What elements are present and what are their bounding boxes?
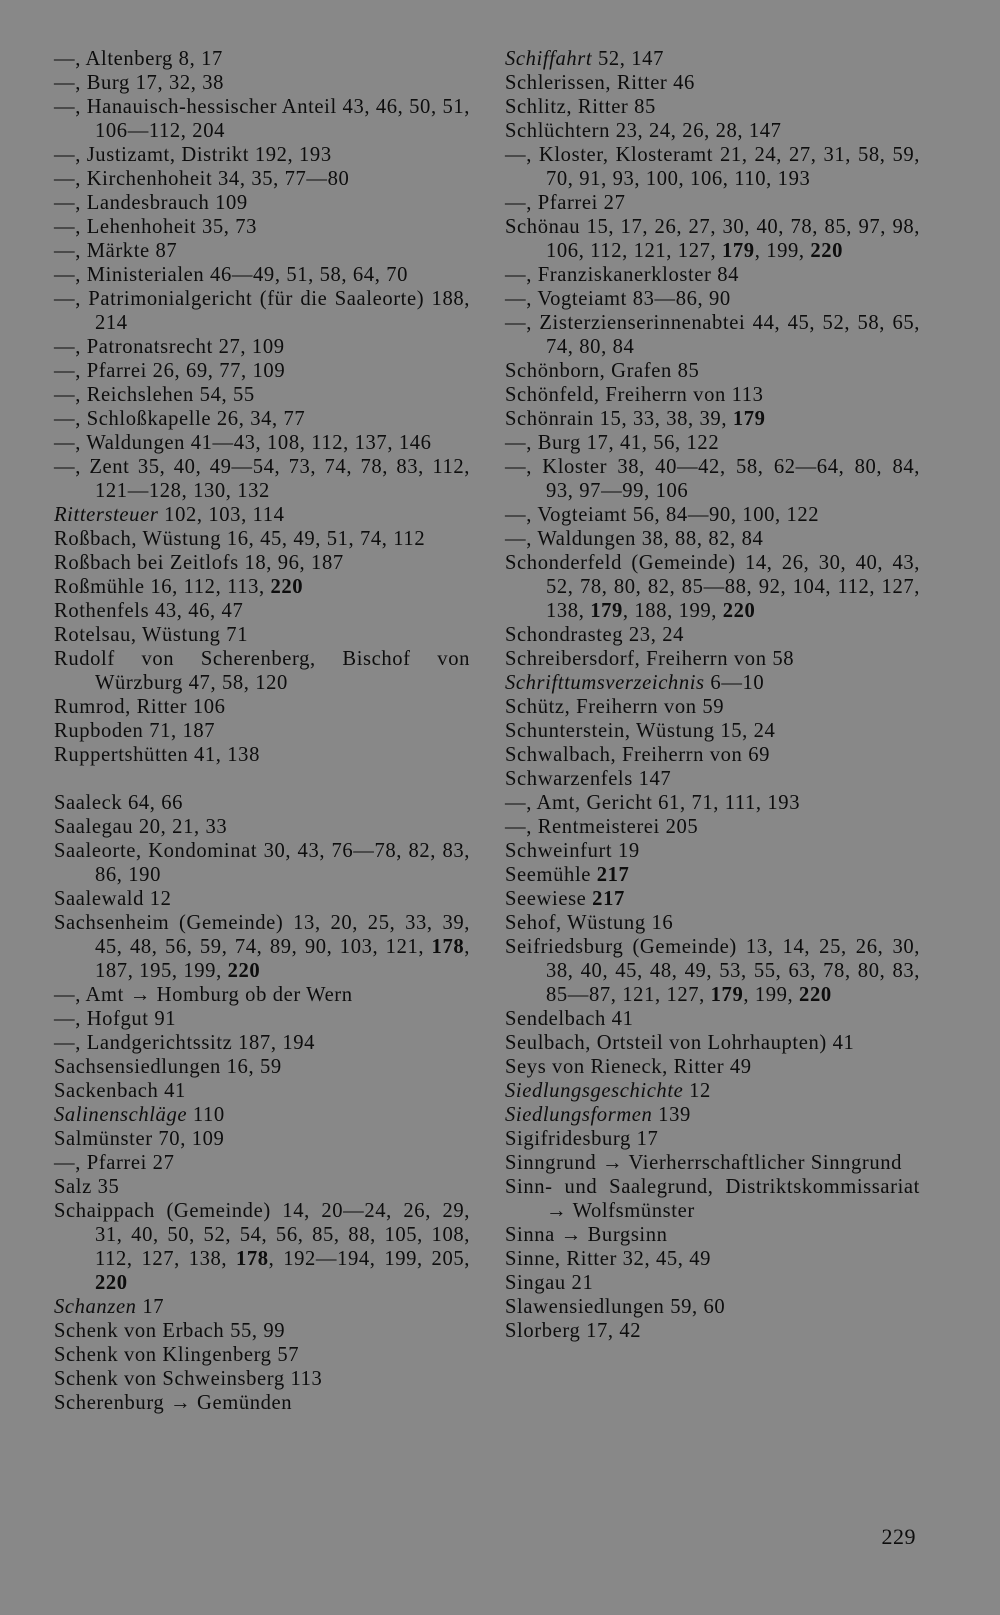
index-entry [505, 383, 920, 407]
index-entry [54, 191, 470, 215]
index-entry-text: —, Rentmeisterei 205 [505, 816, 699, 838]
index-entry-text: —, Kirchenhoheit 34, 35, 77—80 [54, 168, 350, 190]
index-entry [505, 311, 920, 359]
index-entry-text: Sachsenheim (Gemeinde) 13, 20, 25, 33, 39, 45, 48, 56, 59, 74, 89, 90, 103, 121, [54, 912, 470, 958]
index-entry-text: Saalegau 20, 21, 33 [54, 816, 228, 838]
index-entry [54, 455, 470, 503]
index-entry [505, 527, 920, 551]
index-entry [505, 191, 920, 215]
index-entry-text: Sinn- und Saalegrund, Distriktskommissariat → Wolfsmünster [505, 1176, 920, 1222]
index-entry-text: Salz 35 [54, 1176, 120, 1198]
index-entry [54, 71, 470, 95]
index-entry [505, 863, 920, 887]
index-entry [54, 1031, 470, 1055]
index-entry-text: —, Zisterzienserinnenabtei 44, 45, 52, 58, 65, 74, 80, 84 [505, 312, 920, 358]
index-entry-bold-ref: 179 [590, 600, 623, 622]
index-entry-text: —, Justizamt, Distrikt 192, 193 [54, 144, 332, 166]
index-entry [505, 719, 920, 743]
index-entry [54, 719, 470, 743]
index-entry [54, 1055, 470, 1079]
index-entry-italic-term: Salinenschläge [54, 1104, 188, 1126]
index-entry [54, 527, 470, 551]
index-entry-text: 12 [683, 1080, 711, 1102]
index-entry-text: —, Pfarrei 26, 69, 77, 109 [54, 360, 286, 382]
index-entry-text: Schlüchtern 23, 24, 26, 28, 147 [505, 120, 782, 142]
index-entry-text: Schlerissen, Ritter 46 [505, 72, 695, 94]
index-entry [505, 887, 920, 911]
index-entry-text: Roßmühle 16, 112, 113, [54, 576, 271, 598]
index-entry [54, 335, 470, 359]
index-entry-italic-term: Schanzen [54, 1296, 137, 1318]
index-entry [54, 1151, 470, 1175]
index-entry [54, 287, 470, 335]
index-entry-text: Sinna → Burgsinn [505, 1224, 668, 1246]
index-entry [54, 359, 470, 383]
index-entry-text: Roßbach, Wüstung 16, 45, 49, 51, 74, 112 [54, 528, 426, 550]
index-entry-italic-term: Siedlungsgeschichte [505, 1080, 684, 1102]
index-entry-text: Schlitz, Ritter 85 [505, 96, 656, 118]
index-entry-text: Schreibersdorf, Freiherrn von 58 [505, 648, 795, 670]
index-entry [505, 1103, 920, 1127]
index-entry [54, 1319, 470, 1343]
index-entry [54, 839, 470, 887]
index-entry-text: —, Vogteiamt 56, 84—90, 100, 122 [505, 504, 820, 526]
index-entry [505, 215, 920, 263]
index-entry [505, 1319, 920, 1343]
index-entry-text: Schönau 15, 17, 26, 27, 30, 40, 78, 85, 97, 98, 106, 112, 121, 127, [505, 216, 920, 262]
index-entry-text: —, Waldungen 41—43, 108, 112, 137, 146 [54, 432, 432, 454]
index-entry [54, 695, 470, 719]
index-entry [505, 1271, 920, 1295]
index-entry [505, 1079, 920, 1103]
index-entry [505, 1151, 920, 1175]
index-entry [54, 743, 470, 767]
index-entry [54, 815, 470, 839]
index-entry [505, 1007, 920, 1031]
index-entry [505, 1175, 920, 1223]
index-entry [505, 1223, 920, 1247]
index-entry-bold-ref: 178 [431, 936, 465, 958]
index-entry [505, 743, 920, 767]
index-entry-text: Sackenbach 41 [54, 1080, 186, 1102]
index-entry-text: Schönrain 15, 33, 38, 39, [505, 408, 733, 430]
index-entry-text: Schonderfeld (Gemeinde) 14, 26, 30, 40, 43, 52, 78, 80, 82, 85—88, 92, 104, 112, 127, 138, [505, 552, 920, 622]
index-entry [54, 1295, 470, 1319]
index-entry [54, 263, 470, 287]
index-entry-text: —, Hofgut 91 [54, 1008, 177, 1030]
index-entry [54, 1103, 470, 1127]
index-entry [54, 47, 470, 71]
index-entry [505, 839, 920, 863]
index-entry [505, 143, 920, 191]
index-entry-text: —, Amt, Gericht 61, 71, 111, 193 [505, 792, 801, 814]
index-entry [505, 935, 920, 1007]
index-entry [54, 503, 470, 527]
index-entry-text: Schwalbach, Freiherrn von 69 [505, 744, 771, 766]
index-entry [54, 167, 470, 191]
index-entry [505, 1031, 920, 1055]
index-entry-text: Saaleck 64, 66 [54, 792, 184, 814]
index-entry-text: Saaleorte, Kondominat 30, 43, 76—78, 82, 83, 86, 190 [54, 840, 470, 886]
index-entry [54, 431, 470, 455]
index-entry-text: Slorberg 17, 42 [505, 1320, 642, 1342]
index-entry-text: 52, 147 [592, 48, 664, 70]
index-entry-text: Rumrod, Ritter 106 [54, 696, 226, 718]
index-entry-text: Rotelsau, Wüstung 71 [54, 624, 249, 646]
index-entry-text: Seys von Rieneck, Ritter 49 [505, 1056, 752, 1078]
index-entry-text: Rupboden 71, 187 [54, 720, 216, 742]
index-entry [505, 47, 920, 71]
index-entry-italic-term: Schiffahrt [505, 48, 593, 70]
index-entry-text: Schenk von Schweinsberg 113 [54, 1368, 323, 1390]
page-number: 229 [881, 1524, 916, 1549]
index-entry [505, 407, 920, 431]
index-entry-text: , 199, [754, 240, 811, 262]
index-entry [54, 95, 470, 143]
index-entry [505, 455, 920, 503]
index-entry-bold-ref: 217 [596, 864, 630, 886]
index-entry-text: —, Landgerichtssitz 187, 194 [54, 1032, 316, 1054]
index-entry [505, 119, 920, 143]
index-entry [505, 1055, 920, 1079]
index-entry-text: —, Burg 17, 32, 38 [54, 72, 225, 94]
index-entry-text: Sinne, Ritter 32, 45, 49 [505, 1248, 712, 1270]
index-entry-text: —, Lehenhoheit 35, 73 [54, 216, 258, 238]
index-entry-bold-ref: 220 [95, 1272, 128, 1294]
index-entry-text: Slawensiedlungen 59, 60 [505, 1296, 726, 1318]
index-entry-text: —, Schloßkapelle 26, 34, 77 [54, 408, 306, 430]
index-entry-text: , 199, [743, 984, 800, 1006]
index-entry-text: Sachsensiedlungen 16, 59 [54, 1056, 282, 1078]
index-entry-text: —, Amt → Homburg ob der Wern [54, 984, 353, 1006]
index-entry [54, 1127, 470, 1151]
index-entry [505, 263, 920, 287]
index-entry-text: Singau 21 [505, 1272, 594, 1294]
index-entry-text: —, Ministerialen 46—49, 51, 58, 64, 70 [54, 264, 408, 286]
index-entry-bold-ref: 220 [270, 576, 304, 598]
index-entry-text: 17 [136, 1296, 165, 1318]
index-entry-text: —, Patronatsrecht 27, 109 [54, 336, 285, 358]
index-entry-text: Sendelbach 41 [505, 1008, 634, 1030]
index-entry [54, 791, 470, 815]
index-entry [54, 983, 470, 1007]
index-entry-italic-term: Siedlungsformen [505, 1104, 653, 1126]
index-entry [505, 695, 920, 719]
index-entry [54, 575, 470, 599]
index-entry-text: Schütz, Freiherrn von 59 [505, 696, 725, 718]
index-entry [505, 1247, 920, 1271]
index-entry-text: Schondrasteg 23, 24 [505, 624, 684, 646]
index-entry-text: —, Zent 35, 40, 49—54, 73, 74, 78, 83, 112, 121—128, 130, 132 [54, 456, 470, 502]
index-entry [505, 1295, 920, 1319]
index-entry [54, 1391, 470, 1415]
index-entry-text: —, Franziskanerkloster 84 [505, 264, 740, 286]
index-entry-text: Schaippach (Gemeinde) 14, 20—24, 26, 29, 31, 40, 50, 52, 54, 56, 85, 88, 105, 108, 112, 127, 138, [54, 1200, 470, 1270]
index-entry-text: Seulbach, Ortsteil von Lohrhaupten) 41 [505, 1032, 855, 1054]
index-entry [54, 1175, 470, 1199]
index-entry-bold-ref: 217 [592, 888, 625, 910]
index-entry-text: Schenk von Klingenberg 57 [54, 1344, 300, 1366]
index-entry-text: —, Pfarrei 27 [54, 1152, 175, 1174]
index-entry [505, 1127, 920, 1151]
index-entry [505, 431, 920, 455]
index-entry-text: 102, 103, 114 [158, 504, 285, 526]
index-entry-text: Seifriedsburg (Gemeinde) 13, 14, 25, 26, 30, 38, 40, 45, 48, 49, 53, 55, 63, 78, 80, 83, 85—87, 121, 127, [505, 936, 920, 1006]
index-entry [505, 815, 920, 839]
index-entry-bold-ref: 220 [810, 240, 844, 262]
index-entry [505, 911, 920, 935]
index-entry [54, 1199, 470, 1295]
index-entry-text: —, Kloster 38, 40—42, 58, 62—64, 80, 84, 93, 97—99, 106 [505, 456, 920, 502]
index-entry-text: —, Vogteiamt 83—86, 90 [505, 288, 731, 310]
index-entry-text: Seemühle [505, 864, 597, 886]
index-entry-text: Schunterstein, Wüstung 15, 24 [505, 720, 776, 742]
index-entry [505, 71, 920, 95]
index-entry [505, 791, 920, 815]
index-entry-italic-term: Rittersteuer [54, 504, 159, 526]
index-entry-text: Schwarzenfels 147 [505, 768, 672, 790]
index-entry-bold-ref: 220 [227, 960, 261, 982]
index-entry [505, 95, 920, 119]
index-entry [54, 383, 470, 407]
index-entry-text: Salmünster 70, 109 [54, 1128, 225, 1150]
index-entry-text: Schenk von Erbach 55, 99 [54, 1320, 286, 1342]
index-entry-text: Rudolf von Scherenberg, Bischof von Würzburg 47, 58, 120 [54, 648, 470, 694]
index-entry [54, 887, 470, 911]
index-entry [505, 623, 920, 647]
index-entry [505, 359, 920, 383]
index-entry-text: Scherenburg → Gemünden [54, 1392, 293, 1414]
index-entry-text: —, Pfarrei 27 [505, 192, 626, 214]
index-entry [54, 143, 470, 167]
index-entry-text: Schweinfurt 19 [505, 840, 640, 862]
index-entry-text: Seewiese [505, 888, 593, 910]
index-column-right [505, 47, 920, 1343]
index-entry-bold-ref: 220 [722, 600, 756, 622]
index-entry-italic-term: Schrifttumsverzeichnis [505, 672, 705, 694]
index-entry-text: Ruppertshütten 41, 138 [54, 744, 260, 766]
index-entry [505, 647, 920, 671]
index-column-left [54, 47, 470, 1415]
index-entry [505, 551, 920, 623]
index-entry-text: —, Waldungen 38, 88, 82, 84 [505, 528, 764, 550]
index-entry [54, 623, 470, 647]
index-entry [54, 239, 470, 263]
index-entry-bold-ref: 179 [732, 408, 766, 430]
index-entry [54, 1007, 470, 1031]
index-entry-bold-ref: 178 [235, 1248, 269, 1270]
index-entry [54, 647, 470, 695]
index-entry [505, 767, 920, 791]
index-entry-text: , 187, 195, 199, [95, 936, 470, 982]
index-entry-text: —, Kloster, Klosteramt 21, 24, 27, 31, 58, 59, 70, 91, 93, 100, 106, 110, 193 [505, 144, 920, 190]
index-entry-text: —, Landesbrauch 109 [54, 192, 248, 214]
index-entry-text: Sigifridesburg 17 [505, 1128, 659, 1150]
index-entry [54, 407, 470, 431]
index-entry [54, 1367, 470, 1391]
index-entry [54, 599, 470, 623]
index-entry-text: 139 [652, 1104, 691, 1126]
index-entry-text: Sehof, Wüstung 16 [505, 912, 674, 934]
index-entry-bold-ref: 179 [710, 984, 744, 1006]
index-section-gap [54, 767, 470, 791]
index-entry-text: —, Märkte 87 [54, 240, 178, 262]
index-entry-bold-ref: 220 [799, 984, 832, 1006]
index-entry-text: Rothenfels 43, 46, 47 [54, 600, 244, 622]
index-entry [505, 671, 920, 695]
index-entry-text: —, Burg 17, 41, 56, 122 [505, 432, 720, 454]
index-entry-text: —, Reichslehen 54, 55 [54, 384, 255, 406]
index-entry [54, 215, 470, 239]
index-entry-text: Roßbach bei Zeitlofs 18, 96, 187 [54, 552, 344, 574]
index-entry [54, 911, 470, 983]
index-entry [54, 1079, 470, 1103]
index-entry-text: —, Patrimonialgericht (für die Saaleorte) 188, 214 [54, 288, 470, 334]
index-entry-text: Saalewald 12 [54, 888, 172, 910]
index-entry-text: Schönfeld, Freiherrn von 113 [505, 384, 764, 406]
index-entry [54, 551, 470, 575]
index-entry-text: , 188, 199, [622, 600, 723, 622]
index-entry-text: Sinngrund → Vierherrschaftlicher Sinngrund [505, 1152, 903, 1174]
index-entry [505, 287, 920, 311]
index-entry-bold-ref: 179 [722, 240, 755, 262]
index-entry-text: —, Hanauisch-hessischer Anteil 43, 46, 50, 51, 106—112, 204 [54, 96, 470, 142]
index-entry-text: Schönborn, Grafen 85 [505, 360, 700, 382]
index-entry-text: 6—10 [704, 672, 765, 694]
index-entry-text: 110 [187, 1104, 225, 1126]
index-entry [54, 1343, 470, 1367]
index-entry-text: —, Altenberg 8, 17 [54, 48, 223, 70]
index-entry [505, 503, 920, 527]
index-entry-text: , 192—194, 199, 205, [268, 1248, 470, 1270]
